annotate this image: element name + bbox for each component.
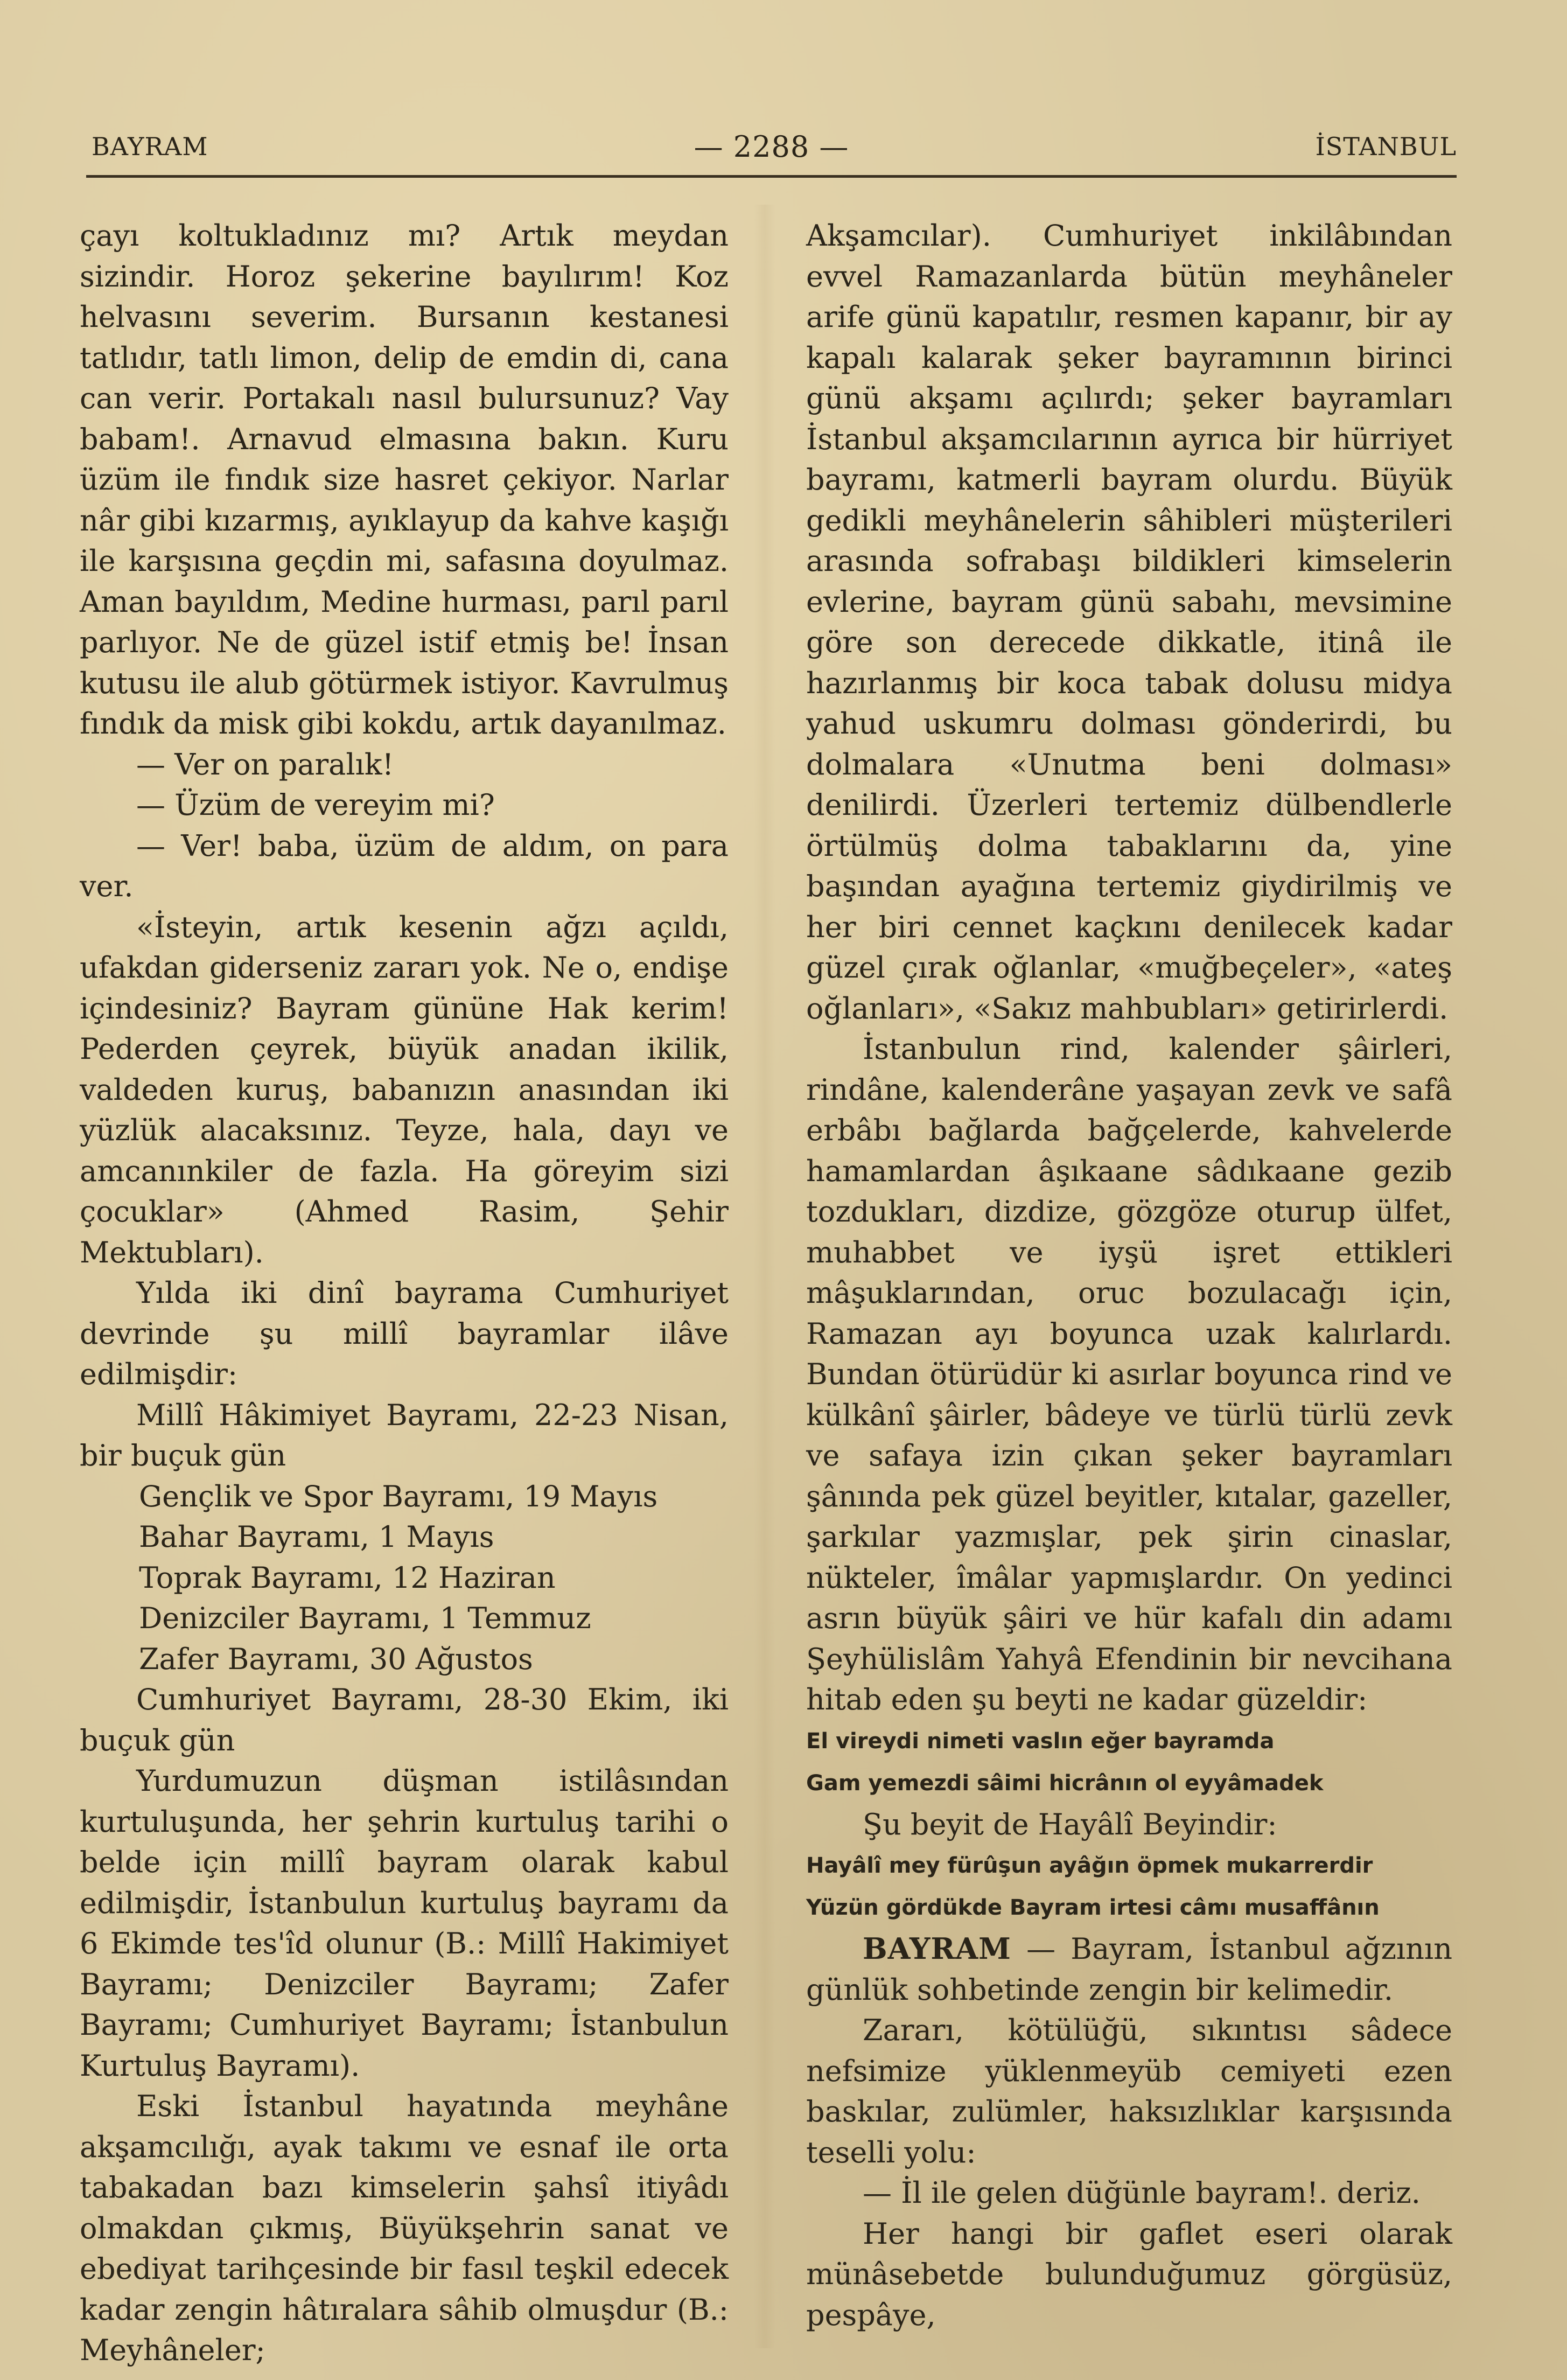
left-column-paragraph: Millî Hâkimiyet Bayramı, 22-23 Nisan, bir buçuk gün	[80, 1398, 729, 1472]
right-column-paragraph: Her hangi bir gaflet eseri olarak münâsebetde bulunduğumuz görgüsüz, pespâye,	[806, 2216, 1452, 2332]
header-book-title: İSTANBUL	[1315, 132, 1457, 161]
right-column-paragraph: Zararı, kötülüğü, sıkıntısı sâdece nefsimize yüklenmeyüb cemiyeti ezen baskılar, zulümler, haksızlıklar karşısında teselli yolu:	[806, 2013, 1452, 2169]
left-column-paragraph: Eski İstanbul hayatında meyhâne akşamcılığı, ayak takımı ve esnaf ile orta tabakadan bazı kimselerin şahsî itiyâdı olmakdan çıkmış, Büyükşehrin sanat ve ebediyat tarihçesinde bir fasıl teşkil edecek kadar zengin hâtıralara sâhib olmuşdur (B.: Meyhâneler;	[80, 2089, 729, 2367]
left-column-paragraph: Cumhuriyet Bayramı, 28-30 Ekim, iki buçuk gün	[80, 1683, 729, 1757]
right-column-paragraph: İstanbulun rind, kalender şâirleri, rindâne, kalenderâne yaşayan zevk ve safâ erbâbı bağlarda bağçelerde, kahvelerde hamamlardan âşıkaane sâdıkaane gezib tozdukları, dizdize, gözgöze oturup ülfet, muhabbet ve iyşü işret ettikleri mâşuklarından, oruc bozulacağı için, Ramazan ayı boyunca uzak kalırlardı. Bundan ötürüdür ki asırlar boyunca rind ve külkânî şâirler, bâdeye ve türlü türlü zevk ve safaya izin çıkan şeker bayramları şânında pek güzel beyitler, kıtalar, gazeller, şarkılar yazmışlar, pek şirin cinaslar, nükteler, îmâlar yapmışlardır. On yedinci asrın büyük şâiri ve hür kafalı din adamı Şeyhülislâm Yahyâ Efendinin bir nevcihana hitab eden şu beyti ne kadar güzeldir:	[806, 1032, 1452, 1716]
left-column-paragraph: — Ver on paralık!	[136, 747, 394, 781]
right-column-paragraphs-a	[806, 215, 1452, 1720]
left-column-paragraph: «İsteyin, artık kesenin ağzı açıldı, ufakdan giderseniz zararı yok. Ne o, endişe içindesiniz? Bayram gününe Hak kerim! Pederden çeyrek, büyük anadan ikilik, valdeden kuruş, babanızın anasından iki yüzlük alacaksınız. Teyze, hala, dayı ve amcanınkiler de fazla. Ha göreyim sizi çocuklar» (Ahmed Rasim, Şehir Mektubları).	[80, 910, 729, 1269]
left-column-paragraph: — Ver! baba, üzüm de aldım, on para ver.	[80, 828, 729, 903]
right-column	[806, 215, 1452, 2348]
left-column-paragraph: Yurdumuzun düşman istilâsından kurtuluşunda, her şehrin kurtuluş tarihi o belde için millî bayram olarak kabul edilmişdir, İstanbulun kurtuluş bayramı da 6 Ekimde tes'îd olunur (B.: Millî Hakimiyet Bayramı; Denizciler Bayramı; Zafer Bayramı; Cumhuriyet Bayramı; İstanbulun Kurtuluş Bayramı).	[80, 1764, 729, 2083]
left-column-paragraph: Yılda iki dinî bayrama Cumhuriyet devrinde şu millî bayramlar ilâve edilmişdir:	[80, 1276, 729, 1391]
left-column-paragraph: Toprak Bayramı, 12 Haziran	[139, 1560, 556, 1595]
right-column-paragraphs-b	[806, 2010, 1452, 2335]
left-column-paragraph: çayı koltukladınız mı? Artık meydan sizindir. Horoz şekerine bayılırım! Koz helvasını severim. Bursanın kestanesi tatlıdır, tatlı limon, delip de emdin di, cana can verir. Portakalı nasıl bulursunuz? Vay babam!. Arnavud elmasına bakın. Kuru üzüm ile fındık size hasret çekiyor. Narlar nâr gibi kızarmış, ayıklayup da kahve kaşığı ile karşısına geçdin mi, safasına doyulmaz. Aman bayıldım, Medine hurması, parıl parıl parlıyor. Ne de güzel istif etmiş be! İnsan kutusu ile alub götürmek istiyor. Kavrulmuş fındık da misk gibi kokdu, artık dayanılmaz.	[80, 219, 729, 741]
left-column-paragraph: Zafer Bayramı, 30 Ağustos	[139, 1642, 533, 1676]
left-column-paragraph: — Üzüm de vereyim mi?	[136, 788, 495, 822]
poem-2-line-2: Yüzün gördükde Bayram irtesi câmı musaffânın	[806, 1895, 1380, 1920]
right-column-paragraph: Akşamcılar). Cumhuriyet inkilâbından evvel Ramazanlarda bütün meyhâneler arife günü kapatılır, resmen kapanır, bir ay kapalı kalarak şeker bayramının birinci günü akşamı açılırdı; şeker bayramları İstanbul akşamcılarının ayrıca bir hürriyet bayramı, katmerli bayram olurdu. Büyük gedikli meyhânelerin sâhibleri müşterileri arasında sofrabaşı bildikleri kimselerin evlerine, bayram günü sabahı, mevsimine göre son derecede dikkatle, itinâ ile hazırlanmış bir koca tabak dolusu midya yahud uskumru dolması gönderirdi, bu dolmalara «Unutma beni dolması» denilirdi. Üzerleri tertemiz dülbendlerle örtülmüş dolma tabaklarını da, yine başından ayağına tertemiz giydirilmiş ve her biri cennet kaçkını denilecek kadar güzel çırak oğlanlar, «muğbeçeler», «ateş oğlanları», «Sakız mahbubları» getirirlerdi.	[806, 219, 1452, 1025]
poem-intro: Şu beyit de Hayâlî Beyindir:	[863, 1807, 1277, 1841]
entry-definition: — Bayram, İstanbul ağzının günlük sohbetinde zengin bir kelimedir.	[806, 1932, 1452, 2007]
entry-headword: BAYRAM	[863, 1931, 1011, 1966]
running-header	[86, 132, 1457, 175]
left-column-paragraph: Bahar Bayramı, 1 Mayıs	[139, 1520, 494, 1554]
poem-1-line-1: El vireydi nimeti vaslın eğer bayramda	[806, 1728, 1275, 1754]
dictionary-entry	[806, 1929, 1452, 2010]
header-rule	[86, 175, 1457, 178]
right-column-paragraph: — İl ile gelen düğünle bayram!. deriz.	[863, 2176, 1421, 2210]
poem-1-line-2: Gam yemezdi sâimi hicrânın ol eyyâmadek	[806, 1770, 1324, 1796]
left-column-paragraph: Gençlik ve Spor Bayramı, 19 Mayıs	[139, 1479, 658, 1513]
left-column	[80, 215, 729, 2367]
page-gutter-shade	[754, 205, 775, 2348]
left-column-paragraph: Denizciler Bayramı, 1 Temmuz	[139, 1601, 591, 1635]
poem-2-line-1: Hayâlî mey fürûşun ayâğın öpmek mukarrerdir	[806, 1853, 1373, 1878]
page-number: — 2288 —	[694, 130, 849, 164]
header-section-title: BAYRAM	[92, 132, 208, 161]
